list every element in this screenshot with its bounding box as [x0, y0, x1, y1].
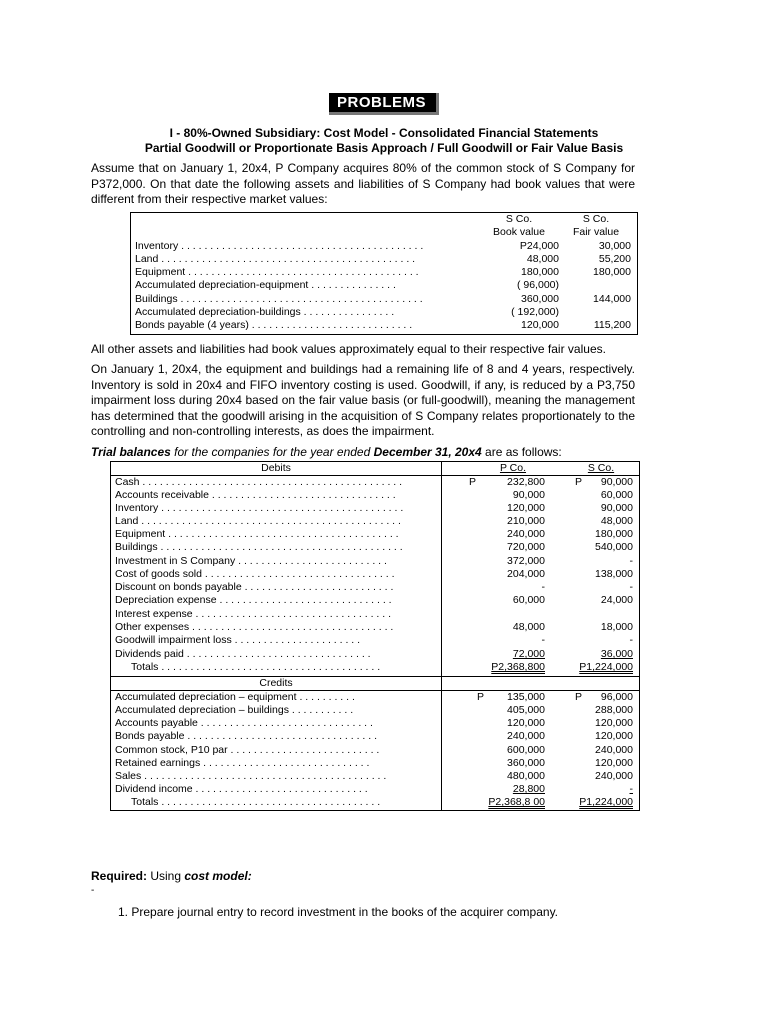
s-amount: -: [629, 581, 633, 593]
debit-row: [111, 515, 639, 528]
account-label: Equipment . . . . . . . . . . . . . . . . . . . . . . . . . . . . . . . . . . . . . . . .: [115, 528, 399, 540]
p-amount: 405,000: [507, 704, 545, 716]
book-value: ( 96,000): [516, 279, 559, 291]
p-amount: 210,000: [507, 515, 545, 527]
assumptions-line: Inventory is sold in 20x4 and FIFO inventory costing is used. Goodwill, if any, is reduced by a P3,750: [91, 377, 635, 392]
credit-row: [111, 691, 639, 704]
assumptions-line: impairment loss during 20x4 based on the fair value basis (or full-goodwill), meaning the management: [91, 393, 635, 407]
p-total: P2,368,8 00: [488, 796, 545, 808]
book-value: 360,000: [521, 293, 559, 305]
intro-line: P372,000. On that date the following assets and liabilities of S Company had book values that were: [91, 176, 635, 191]
tb-intro-bold: Trial balances: [91, 445, 171, 459]
account-label: Cost of goods sold . . . . . . . . . . . . . . . . . . . . . . . . . . . . . . . . .: [115, 568, 395, 580]
account-label: Accumulated depreciation – equipment . . . . . . . . . .: [115, 691, 355, 703]
credit-row: [111, 757, 639, 770]
account-label: Retained earnings . . . . . . . . . . . . . . . . . . . . . . . . . . . . .: [115, 757, 370, 769]
account-label: Cash . . . . . . . . . . . . . . . . . . . . . . . . . . . . . . . . . . . . . . . . . . . . .: [115, 476, 403, 488]
book-value: 48,000: [526, 253, 559, 265]
debit-row: [111, 621, 639, 634]
row-label: Inventory . . . . . . . . . . . . . . . . . . . . . . . . . . . . . . . . . . . . . . . . . .: [135, 240, 424, 252]
debit-row: [111, 528, 639, 541]
debit-row: [111, 634, 639, 647]
s-amount: 288,000: [595, 704, 633, 716]
debits-header: Debits: [261, 462, 291, 474]
account-label: Common stock, P10 par . . . . . . . . . . . . . . . . . . . . . . . . . .: [115, 744, 380, 756]
account-label: Investment in S Company . . . . . . . . . . . . . . . . . . . . . . . . . .: [115, 555, 387, 567]
fair-value: 30,000: [598, 240, 631, 252]
required-text: Using: [147, 869, 185, 883]
values-row: [131, 319, 637, 332]
debit-row: [111, 476, 639, 489]
debit-row: [111, 581, 639, 594]
debit-row: [111, 568, 639, 581]
p-amount: 204,000: [507, 568, 545, 580]
values-row: [131, 253, 637, 266]
fair-value: 55,200: [598, 253, 631, 265]
values-table: [130, 212, 638, 335]
p-amount: 720,000: [507, 541, 545, 553]
p-amount: 72,000: [512, 648, 545, 660]
account-label: Sales . . . . . . . . . . . . . . . . . . . . . . . . . . . . . . . . . . . . . . . . . .: [115, 770, 387, 782]
values-row: [131, 293, 637, 306]
p-amount: 28,800: [512, 783, 545, 795]
book-value: P24,000: [519, 240, 559, 252]
row-label: Buildings . . . . . . . . . . . . . . . . . . . . . . . . . . . . . . . . . . . . . . . . . .: [135, 293, 423, 305]
s-amount: 60,000: [600, 489, 633, 501]
s-amount: 180,000: [595, 528, 633, 540]
assets-note-text: All other assets and liabilities had book values approximately equal to their respective fair values.: [91, 342, 606, 356]
debit-row: [111, 608, 639, 621]
tick-mark: -: [91, 885, 95, 896]
s-amount: 48,000: [600, 515, 633, 527]
p-amount: 60,000: [512, 594, 545, 606]
s-amount: 96,000: [600, 691, 633, 703]
s-amount: 540,000: [595, 541, 633, 553]
s-amount: 90,000: [600, 476, 633, 488]
credits-header: Credits: [259, 677, 293, 689]
book-value: 180,000: [521, 266, 559, 278]
p-currency: P: [477, 691, 485, 703]
totals-label: Totals . . . . . . . . . . . . . . . . . . . . . . . . . . . . . . . . . . . . . .: [131, 796, 381, 808]
credit-row: [111, 783, 639, 796]
credit-row: [111, 730, 639, 743]
account-label: Bonds payable . . . . . . . . . . . . . . . . . . . . . . . . . . . . . . . . .: [115, 730, 378, 742]
values-row: [131, 266, 637, 279]
s-amount: -: [629, 783, 633, 795]
tb-intro-date: December 31, 20x4: [373, 445, 482, 459]
p-amount: 120,000: [507, 502, 545, 514]
credit-row: [111, 717, 639, 730]
pco-header: P Co.: [499, 462, 527, 474]
intro-paragraph: [91, 161, 635, 208]
account-label: Discount on bonds payable . . . . . . . . . . . . . . . . . . . . . . . . . .: [115, 581, 394, 593]
account-label: Other expenses . . . . . . . . . . . . . . . . . . . . . . . . . . . . . . . . . . .: [115, 621, 394, 633]
p-amount: 240,000: [507, 528, 545, 540]
book-value-header: S Co.: [505, 213, 533, 225]
s-currency: P: [575, 691, 583, 703]
intro-line: different from their respective market values:: [91, 192, 328, 206]
fair-value-header: Fair value: [572, 226, 620, 238]
values-row: [131, 279, 637, 292]
credit-row: [111, 704, 639, 717]
p-amount: -: [541, 581, 545, 593]
account-label: Interest expense . . . . . . . . . . . . . . . . . . . . . . . . . . . . . . . . . .: [115, 608, 392, 620]
s-total: P1,224,000: [579, 796, 633, 808]
values-header-row-2: [131, 226, 637, 239]
values-row: [131, 240, 637, 253]
p-amount: 372,000: [507, 555, 545, 567]
assumptions-line: has determined that the goodwill arising in the acquisition of S Company relates proportionately to the: [91, 408, 635, 423]
account-label: Depreciation expense . . . . . . . . . . . . . . . . . . . . . . . . . . . . . .: [115, 594, 392, 606]
p-amount: 240,000: [507, 730, 545, 742]
p-total: P2,368,800: [491, 661, 545, 673]
fair-value: 144,000: [593, 293, 631, 305]
p-amount: 360,000: [507, 757, 545, 769]
s-amount: 240,000: [595, 744, 633, 756]
heading-title: I - 80%-Owned Subsidiary: Cost Model - Consolidated Financial Statements: [169, 126, 599, 140]
account-label: Goodwill impairment loss . . . . . . . . . . . . . . . . . . . . . .: [115, 634, 361, 646]
s-amount: 24,000: [600, 594, 633, 606]
required-model: cost model:: [184, 869, 252, 883]
credit-row: [111, 770, 639, 783]
p-amount: 480,000: [507, 770, 545, 782]
credit-total-row: [111, 796, 639, 809]
account-label: Accumulated depreciation – buildings . . . . . . . . . . .: [115, 704, 354, 716]
problems-banner: PROBLEMS: [329, 93, 439, 115]
p-amount: 120,000: [507, 717, 545, 729]
fair-value: 180,000: [593, 266, 631, 278]
required-label: Required:: [91, 869, 148, 883]
credits-header-row: [111, 677, 639, 690]
fair-value: 115,200: [593, 319, 631, 331]
credit-row: [111, 744, 639, 757]
s-currency: P: [575, 476, 583, 488]
s-amount: 18,000: [600, 621, 633, 633]
values-row: [131, 306, 637, 319]
account-label: Accounts payable . . . . . . . . . . . . . . . . . . . . . . . . . . . . . .: [115, 717, 373, 729]
row-label: Accumulated depreciation-equipment . . . . . . . . . . . . . . .: [135, 279, 396, 291]
book-value: 120,000: [521, 319, 559, 331]
s-amount: 120,000: [595, 717, 633, 729]
s-amount: 120,000: [595, 757, 633, 769]
s-amount: -: [629, 634, 633, 646]
book-value-header: Book value: [493, 226, 545, 238]
p-amount: 135,000: [507, 691, 545, 703]
s-amount: 240,000: [595, 770, 633, 782]
account-label: Dividends paid . . . . . . . . . . . . . . . . . . . . . . . . . . . . . . . .: [115, 648, 371, 660]
p-currency: P: [469, 476, 477, 488]
assumptions-line: On January 1, 20x4, the equipment and buildings had a remaining life of 8 and 4 years, respectively.: [91, 362, 635, 376]
totals-label: Totals . . . . . . . . . . . . . . . . . . . . . . . . . . . . . . . . . . . . . .: [131, 661, 381, 673]
p-amount: 48,000: [512, 621, 545, 633]
p-amount: 600,000: [507, 744, 545, 756]
account-label: Accounts receivable . . . . . . . . . . . . . . . . . . . . . . . . . . . . . . . .: [115, 489, 396, 501]
s-amount: 138,000: [595, 568, 633, 580]
s-amount: 36,000: [600, 648, 633, 660]
debit-row: [111, 594, 639, 607]
debit-total-row: [111, 661, 639, 674]
assets-note: [91, 342, 635, 358]
trial-balance-intro: [91, 445, 562, 459]
s-amount: 120,000: [595, 730, 633, 742]
trial-balance-table: [110, 461, 640, 811]
s-amount: -: [629, 555, 633, 567]
trial-header-row: [111, 462, 639, 475]
debit-row: [111, 489, 639, 502]
book-value: ( 192,000): [511, 306, 559, 318]
tb-intro-tail: are as follows:: [481, 445, 562, 459]
sco-header: S Co.: [587, 462, 615, 474]
debit-row: [111, 555, 639, 568]
required-line: [91, 869, 252, 883]
intro-line: Assume that on January 1, 20x4, P Company acquires 80% of the common stock of S Company for: [91, 161, 635, 175]
debit-row: [111, 541, 639, 554]
assumptions-line: controlling and non-controlling interests, as does the impairment.: [91, 424, 435, 438]
p-amount: 90,000: [512, 489, 545, 501]
row-label: Accumulated depreciation-buildings . . . . . . . . . . . . . . . .: [135, 306, 395, 318]
assumptions-paragraph: [91, 362, 635, 440]
row-label: Bonds payable (4 years) . . . . . . . . . . . . . . . . . . . . . . . . . . . .: [135, 319, 413, 331]
s-amount: 90,000: [600, 502, 633, 514]
p-amount: 232,800: [507, 476, 545, 488]
values-header-row-1: [131, 213, 637, 226]
debit-row: [111, 648, 639, 661]
p-amount: -: [541, 634, 545, 646]
s-total: P1,224,000: [579, 661, 633, 673]
account-label: Buildings . . . . . . . . . . . . . . . . . . . . . . . . . . . . . . . . . . . . . . . . . .: [115, 541, 403, 553]
row-label: Land . . . . . . . . . . . . . . . . . . . . . . . . . . . . . . . . . . . . . . . . . . . .: [135, 253, 416, 265]
account-label: Inventory . . . . . . . . . . . . . . . . . . . . . . . . . . . . . . . . . . . . . . . . . .: [115, 502, 404, 514]
heading-subtitle: Partial Goodwill or Proportionate Basis Approach / Full Goodwill or Fair Value Basis: [144, 141, 624, 155]
tb-intro-italic: for the companies for the year ended: [170, 445, 374, 459]
debit-row: [111, 502, 639, 515]
account-label: Land . . . . . . . . . . . . . . . . . . . . . . . . . . . . . . . . . . . . . . . . . . . . .: [115, 515, 401, 527]
requirement-item-1: 1. Prepare journal entry to record investment in the books of the acquirer company.: [118, 905, 559, 919]
fair-value-header: S Co.: [582, 213, 610, 225]
account-label: Dividend income . . . . . . . . . . . . . . . . . . . . . . . . . . . . . .: [115, 783, 368, 795]
row-label: Equipment . . . . . . . . . . . . . . . . . . . . . . . . . . . . . . . . . . . . . . . .: [135, 266, 419, 278]
banner-wrap: [0, 93, 768, 115]
